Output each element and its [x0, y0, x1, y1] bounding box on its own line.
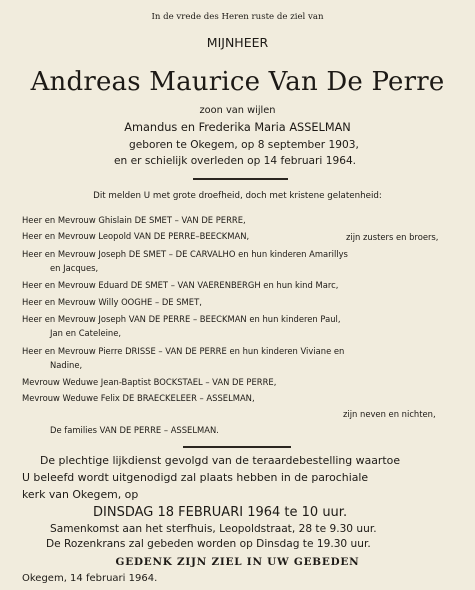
family-line: Jan en Cateleine,: [50, 328, 122, 338]
family-line: Heer en Mevrouw Willy OOGHE – DE SMET,: [22, 297, 202, 307]
family-line: Nadine,: [50, 360, 83, 370]
family-line: Heer en Mevrouw Pierre DRISSE – VAN DE PERRE en hun kinderen Viviane en: [22, 346, 345, 356]
divider-top: [193, 178, 288, 180]
family-line: Heer en Mevrouw Leopold VAN DE PERRE–BEECKMAN,: [22, 231, 250, 241]
service-line-4: Samenkomst aan het sterfhuis, Leopoldstraat, 28 te 9.30 uur.: [50, 523, 377, 535]
closing-prayer: GEDENK ZIJN ZIEL IN UW GEBEDEN: [115, 556, 360, 568]
family-line: Heer en Mevrouw Ghislain DE SMET – VAN DE PERRE,: [22, 215, 246, 225]
family-line: zijn neven en nichten,: [343, 409, 436, 419]
family-line: Heer en Mevrouw Joseph DE SMET – DE CARVALHO en hun kinderen Amarillys: [22, 249, 348, 259]
family-line: Mevrouw Weduwe Jean-Baptist BOCKSTAEL – VAN DE PERRE,: [22, 377, 277, 387]
service-line-2: U beleefd wordt uitgenodigd zal plaats hebben in de parochiale: [22, 471, 369, 484]
bio-line-4: en er schielijk overleden op 14 februari 1964.: [114, 155, 357, 167]
family-line: Mevrouw Weduwe Felix DE BRAECKELEER – ASSELMAN,: [22, 393, 255, 403]
deceased-name: Andreas Maurice Van De Perre: [30, 67, 445, 97]
family-line: en Jacques,: [50, 263, 99, 273]
bio-line-2: Amandus en Frederika Maria ASSELMAN: [124, 121, 351, 134]
bio-line-3: geboren te Okegem, op 8 september 1903,: [129, 139, 359, 151]
intro-line: In de vrede des Heren ruste de ziel van: [151, 12, 324, 22]
service-line-5: De Rozenkrans zal gebeden worden op Dinsdag te 19.30 uur.: [46, 538, 371, 550]
announcement: Dit melden U met grote droefheid, doch met kristene gelatenheid:: [93, 191, 382, 201]
bio-line-1: zoon van wijlen: [199, 105, 276, 116]
divider-middle: [183, 446, 291, 448]
service-date: DINSDAG 18 FEBRUARI 1964 te 10 uur.: [93, 505, 348, 520]
title-prefix: MIJNHEER: [206, 35, 269, 50]
family-line: zijn zusters en broers,: [346, 232, 439, 242]
family-line: Heer en Mevrouw Joseph VAN DE PERRE – BEECKMAN en hun kinderen Paul,: [22, 314, 341, 324]
service-line-1: De plechtige lijkdienst gevolgd van de teraardebestelling waartoe: [40, 454, 401, 467]
service-line-3: kerk van Okegem, op: [22, 488, 139, 501]
family-line: Heer en Mevrouw Eduard DE SMET – VAN VAERENBERGH en hun kind Marc,: [22, 280, 339, 290]
family-line: De families VAN DE PERRE – ASSELMAN.: [50, 425, 219, 435]
place-date: Okegem, 14 februari 1964.: [22, 573, 158, 584]
